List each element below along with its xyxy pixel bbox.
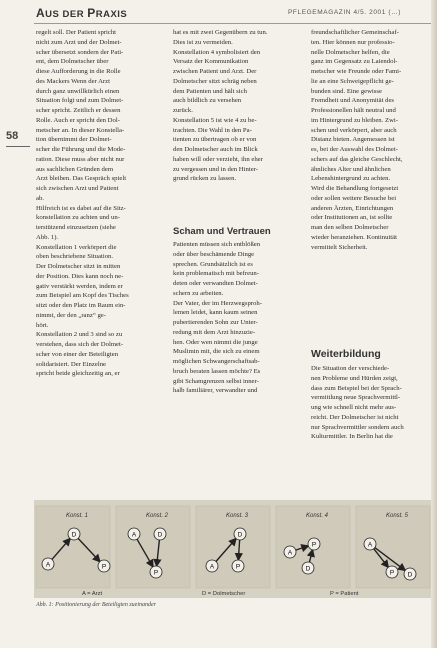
text-line: konstellation zu achten und un- — [36, 214, 120, 222]
text-line: metscher wie Freunde oder Fami- — [311, 68, 402, 75]
text-line: ganz im Gegensatz zu Laiendol- — [311, 58, 398, 66]
node-label: D — [237, 531, 243, 539]
text-line: ab. — [36, 194, 44, 202]
text-line: schern zu arbeiten. — [173, 289, 224, 297]
text-line: reicht. Der Dolmetscher ist nicht — [311, 413, 399, 421]
text-line: möglichen Schwangerschaftsab- — [173, 358, 260, 365]
text-line: scher von einer der Beteiligten — [36, 350, 119, 358]
column-1 — [36, 28, 162, 379]
text-line: schen und verkörpert, aber auch — [311, 126, 397, 134]
text-line: Konstellation 2 und 3 sind so zu — [36, 331, 123, 339]
panel-title: Konst. 2 — [146, 513, 169, 519]
text-line: Rolle. Auch er spricht den Dol- — [36, 116, 120, 124]
text-line: bruch beraten lassen möchte? Es — [173, 367, 261, 375]
text-line: oder Institutionen an, ist sollte — [311, 214, 393, 222]
text-line: nelle Dolmetscher helfen, die — [311, 48, 390, 56]
text-line: gativ verstärkt werden, indem er — [36, 282, 123, 290]
text-line: hat es mit zwei Gegenübern zu tun. — [173, 29, 268, 36]
text-line: kein problematisch mit befreun- — [173, 270, 259, 278]
text-line: Versatz der Kommunikation — [173, 58, 249, 66]
text-line: man den selben Dolmetscher — [311, 224, 389, 231]
text-line: anderen Ärzten, Einrichtungen — [311, 204, 394, 212]
text-line: redung mit dem Arzt hinzuzie- — [173, 328, 256, 336]
text-line: zurück. — [173, 107, 193, 114]
text-line: Muslimin mit, die sich zu einem — [173, 348, 260, 356]
text-line: des Mackers Wenn der Arzt — [36, 77, 110, 85]
text-line: gibt Schamgrenzen selbst inner- — [173, 377, 259, 385]
text-line: sitzt oder den Platz im Raum ein- — [36, 302, 126, 309]
text-line: solidarisiert. Der Einzelne — [36, 360, 107, 368]
text-line: Fremdheit und Anonymität des — [311, 97, 395, 105]
text-line: vermittelt Sicherheit. — [311, 243, 368, 251]
text-line: Konstellation 5 ist wie 4 zu be- — [173, 116, 257, 124]
text-line: metscher an. In dieser Konstella- — [36, 126, 125, 134]
text-line: ähnliches Alter und ähnlichen — [311, 165, 391, 173]
column-2-bottom — [173, 240, 301, 396]
text-line: schers auf das gleiche Geschlecht, — [311, 155, 403, 163]
text-line: bunden sind. Eine gewisse — [311, 87, 382, 95]
column-3-bottom — [311, 364, 432, 442]
panel-title: Konst. 3 — [226, 513, 249, 519]
panel-title: Konst. 1 — [66, 513, 89, 519]
text-line: hört. — [36, 321, 49, 329]
column-3-top — [311, 28, 432, 252]
constellation-diagram — [34, 500, 434, 598]
text-line: Der Vater, der im Herzwegsproh- — [173, 299, 262, 307]
text-line: zu vergessen und in den Hinter- — [173, 165, 258, 173]
text-line: Professionellen hält neutral und — [311, 107, 396, 114]
text-line: ent, dem Dolmetscher über — [36, 58, 109, 66]
header-rule — [34, 23, 432, 24]
text-line: nimmt, der den „ranz“ ge- — [36, 311, 106, 319]
node-label: P — [101, 563, 107, 571]
text-line: oder über beschämende Dinge — [173, 250, 255, 258]
text-line: Situation folgt und zum Dolmet- — [36, 97, 124, 105]
node-label: A — [45, 561, 51, 569]
text-line: ration. Diese muss aber nicht nur — [36, 155, 125, 163]
text-line: nen Probleme und Hürden zeigt, — [311, 374, 398, 382]
text-line: es, bei der Auswahl des Dolmet- — [311, 146, 398, 153]
legend-entry: A = Arzt — [82, 591, 103, 597]
text-line: terstützend einzusetzen (siehe — [36, 224, 116, 231]
text-line: durch ganz unwillkürlich einen — [36, 87, 120, 95]
text-line: lemen leidet, kann kaum seinen — [173, 309, 258, 317]
text-line: verstehen, dass sich der Dolmet- — [36, 341, 124, 348]
text-line: trachten. Die Wahl in den Pa- — [173, 126, 252, 134]
node-label: P — [153, 569, 159, 577]
node-label: D — [157, 531, 163, 539]
node-label: D — [407, 571, 413, 579]
text-line: dem Patienten und hält sich — [173, 87, 247, 95]
text-line: wieder heranziehen. Kontinuität — [311, 233, 397, 241]
page-edge — [431, 0, 437, 648]
text-line: halb familiärer, verwandter und — [173, 387, 258, 395]
page-number: 58 — [6, 130, 19, 142]
text-line: Lebenshintergrund zu achten. — [311, 175, 391, 183]
figure-caption: Abb. 1: Positionierung der Beteiligten zueinander — [36, 602, 156, 608]
node-label: A — [131, 531, 137, 539]
text-line: Abb. 1). — [36, 233, 59, 241]
text-line: freundschaftlicher Gemeinschaf- — [311, 29, 399, 36]
text-line: scher übersetzt sondern der Pati- — [36, 48, 124, 56]
text-line: aus sachlichen Gründen dem — [36, 165, 114, 173]
text-line: zum Beispiel am Kopf des Tisches — [36, 292, 129, 300]
text-line: auch bildlich zu versehen — [173, 97, 242, 105]
text-line: Konstellation 1 verkörpert die — [36, 243, 117, 251]
text-line: Kulturmittler. In Berlin hat die — [311, 433, 393, 441]
node-label: D — [305, 565, 311, 573]
text-line: deten oder verwandten Dolmet- — [173, 280, 258, 287]
text-line: oben beschriebene Situation. — [36, 253, 114, 261]
node-label: A — [367, 541, 373, 549]
node-label: A — [209, 563, 215, 571]
text-line: Arzt bleiben. Das Gespräch spielt — [36, 175, 127, 183]
text-line: hen. Oder wen nimmt die junge — [173, 338, 258, 346]
text-line: spricht beide gleichzeitig an, er — [36, 370, 120, 378]
text-line: sich zwischen Arzt und Patient — [36, 185, 119, 192]
text-line: ung wie schnell nicht mehr aus- — [311, 404, 397, 411]
text-line: regelt soll. Der Patient spricht — [36, 29, 117, 36]
text-line: nur Sprachvermittler sondern auch — [311, 423, 404, 431]
node-label: D — [71, 531, 77, 539]
panel-title: Konst. 4 — [306, 513, 329, 519]
section-title: AUS DER PRAXIS — [36, 6, 128, 20]
text-line: ten. Hier können nur professio- — [311, 38, 395, 46]
text-line: der Position. Dies kann noch ne- — [36, 272, 124, 280]
legend-entry: D = Dolmetscher — [202, 591, 246, 597]
text-line: oder sollen weitere Besuche bei — [311, 194, 397, 202]
text-line: sprechen. Grundsätzlich ist es — [173, 260, 253, 268]
text-line: nicht zum Arzt und der Dolmet- — [36, 38, 122, 46]
text-line: im Hintergrund zu bleiben. Zwi- — [311, 116, 398, 124]
text-line: tion übernimmt der Dolmet- — [36, 136, 112, 144]
node-label: A — [287, 549, 293, 557]
text-line: haben will oder verzieht, ihn eher — [173, 155, 263, 163]
panel-title: Konst. 5 — [386, 513, 409, 519]
text-line: Wird die Behandlung fortgesetzt — [311, 185, 399, 192]
node-label: P — [235, 563, 241, 571]
text-line: scher spricht. Zeitlich er dessen — [36, 107, 121, 114]
subheading-weiterbildung: Weiterbildung — [311, 348, 381, 360]
text-line: grund rücken zu lassen. — [173, 175, 237, 183]
text-line: pubertierenden Sohn zur Unter- — [173, 319, 258, 326]
text-line: den Dolmetscher auch im Blick — [173, 146, 258, 153]
text-line: Patienten müssen sich entblößen — [173, 241, 261, 248]
legend-entry: P = Patient — [330, 591, 359, 597]
text-line: Dolmetscher sitzt schräg neben — [173, 77, 257, 85]
text-line: Distanz bieten. Angemessen ist — [311, 136, 395, 144]
node-label: P — [311, 541, 317, 549]
text-line: Dies ist zu vermeiden. — [173, 38, 233, 46]
text-line: Hilfreich ist es dabei auf die Sitz- — [36, 204, 126, 212]
text-line: Die Situation der verschiede- — [311, 365, 390, 372]
text-line: tienten zu übertragen ob er von — [173, 136, 257, 144]
text-line: Konstellation 4 symbolisiert den — [173, 48, 261, 56]
subheading-scham-und-vertrauen: Scham und Vertrauen — [173, 226, 271, 237]
text-line: zwischen Patient und Arzt. Der — [173, 68, 257, 75]
text-line: Der Dolmetscher sitzt in mitten — [36, 263, 121, 270]
text-line: scher die Führung und die Mode- — [36, 146, 126, 153]
text-line: vermittlung neue Sprachvermittl- — [311, 394, 401, 402]
node-label: P — [389, 569, 395, 577]
text-line: diese Aufforderung in die Rolle — [36, 68, 121, 75]
text-line: dass zum Beispiel bei der Sprach- — [311, 384, 402, 392]
column-2-top — [173, 28, 301, 184]
magazine-name: PFLEGEMAGAZIN 4/5. 2001 (…) — [288, 9, 402, 16]
text-line: lie an eine Schweigepflicht ge- — [311, 77, 394, 85]
page-number-rule — [6, 146, 30, 147]
constellation-figure — [34, 500, 434, 598]
